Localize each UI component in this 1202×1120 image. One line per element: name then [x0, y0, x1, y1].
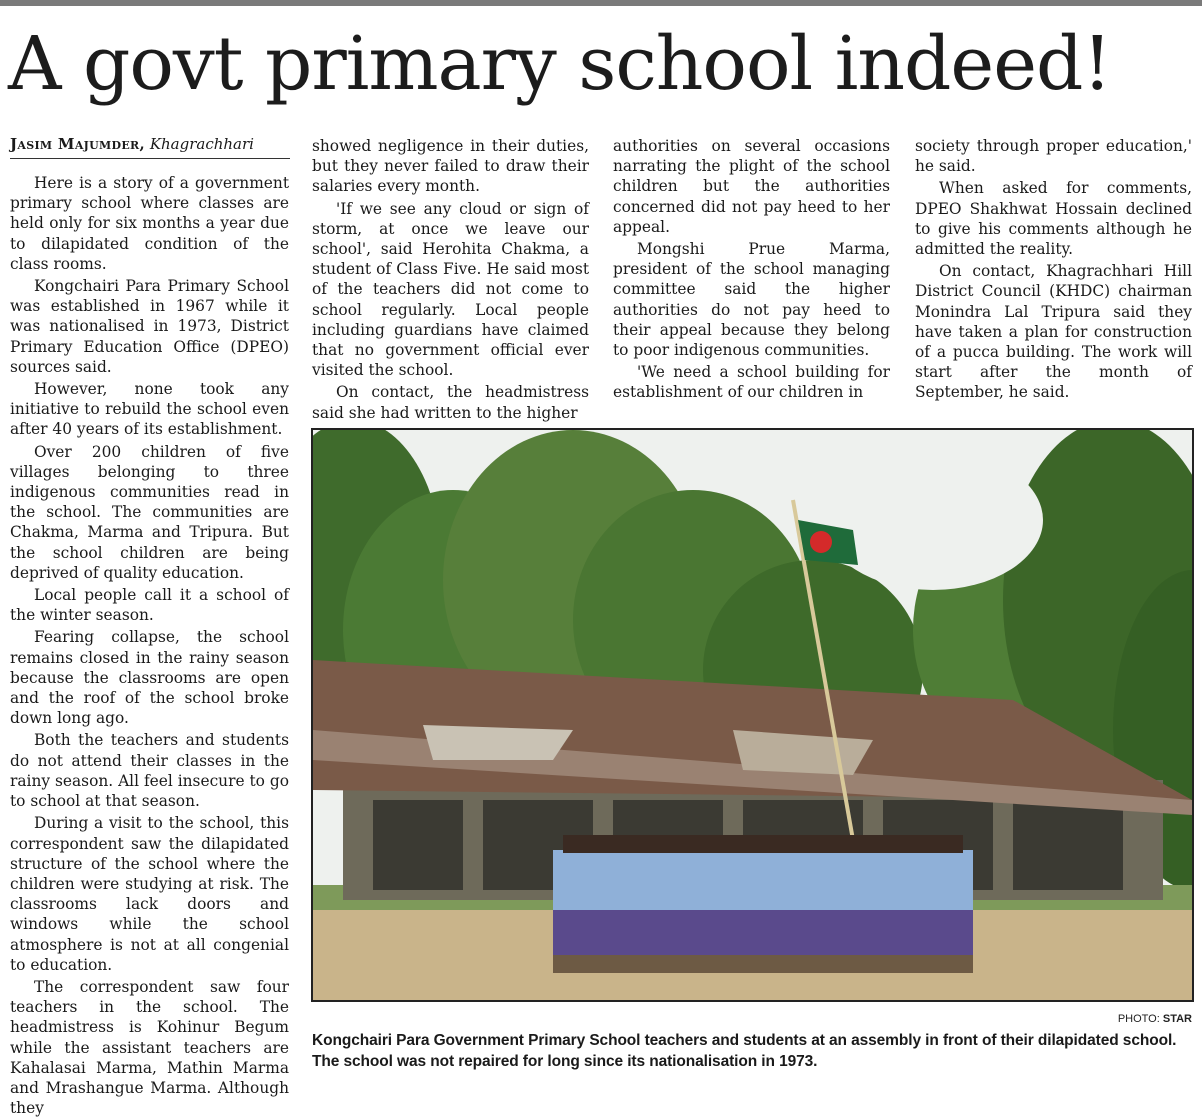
paragraph: 'We need a school building for establishment of our children in [613, 363, 890, 402]
paragraph: Local people call it a school of the winter season. [10, 586, 289, 625]
photo-caption: Kongchairi Para Government Primary School teachers and students at an assembly in front of their dilapidated school. The school was not repaired for long since its nationalisation in 1973. [312, 1032, 1177, 1070]
paragraph: On contact, the headmistress said she had written to the higher [312, 383, 589, 422]
paragraph: Over 200 children of five villages belonging to three indigenous communities read in the school. The communities are Chakma, Marma and Tripura. But the school children are being deprived of quality education. [10, 442, 289, 582]
byline-author: Jasim Majumder, [10, 135, 146, 153]
byline [10, 134, 290, 159]
article-column-2 [312, 136, 589, 425]
article-column-3 [613, 136, 890, 405]
paragraph: 'If we see any cloud or sign of storm, at once we leave our school', said Herohita Chakma, a student of Class Five. He said most of the teachers did not come to school regularly. Local people including guardians have claimed that no government official ever visited the school. [312, 199, 589, 380]
paragraph: On contact, Khagrachhari Hill District Council (KHDC) chairman Monindra Lal Tripura said they have taken a plan for construction of a pucca building. The work will start after the month of September, he said. [915, 262, 1192, 402]
top-rule [0, 0, 1202, 6]
photo-credit-source: STAR [1162, 1013, 1192, 1025]
paragraph: Kongchairi Para Primary School was established in 1967 while it was nationalised in 1973, District Primary Education Office (DPEO) sources said. [10, 277, 289, 376]
paragraph: The correspondent saw four teachers in the school. The headmistress is Kohinur Begum while the assistant teachers are Kahalasai Marma, Mathin Marma and Mrashangue Marma. Although they [10, 977, 289, 1118]
school-photo [311, 428, 1194, 1002]
school-photo-illustration [313, 430, 1192, 1000]
byline-place: Khagrachhari [149, 135, 254, 153]
headline: A govt primary school indeed! [8, 21, 1112, 107]
paragraph: society through proper education,' he said. [915, 137, 1192, 176]
article-column-1 [10, 173, 289, 1120]
paragraph: Fearing collapse, the school remains closed in the rainy season because the classrooms are open and the roof of the school broke down long ago. [10, 628, 289, 728]
paragraph: authorities on several occasions narrating the plight of the school children but the authorities concerned did not pay heed to her appeal. [613, 137, 890, 236]
photo-credit-label: PHOTO: [1117, 1013, 1160, 1025]
paragraph: Both the teachers and students do not attend their classes in the rainy season. All feel insecure to go to school at that season. [10, 731, 289, 811]
paragraph: Mongshi Prue Marma, president of the school managing committee said the higher authorities do not pay heed to their appeal because they belong to poor indigenous communities. [613, 240, 890, 360]
paragraph: When asked for comments, DPEO Shakhwat Hossain declined to give his comments although he admitted the reality. [915, 179, 1192, 259]
paragraph: However, none took any initiative to rebuild the school even after 40 years of its establishment. [10, 380, 289, 439]
paragraph: Here is a story of a government primary school where classes are held only for six months a year due to dilapidated condition of the class rooms. [10, 174, 289, 273]
paragraph: During a visit to the school, this correspondent saw the dilapidated structure of the school where the children were studying at risk. The classrooms lack doors and windows while the school atmosphere is not at all congenial to education. [10, 814, 289, 974]
article-column-4 [915, 136, 1192, 405]
paragraph: showed negligence in their duties, but they never failed to draw their salaries every month. [312, 137, 589, 196]
photo-credit [1118, 1013, 1192, 1025]
